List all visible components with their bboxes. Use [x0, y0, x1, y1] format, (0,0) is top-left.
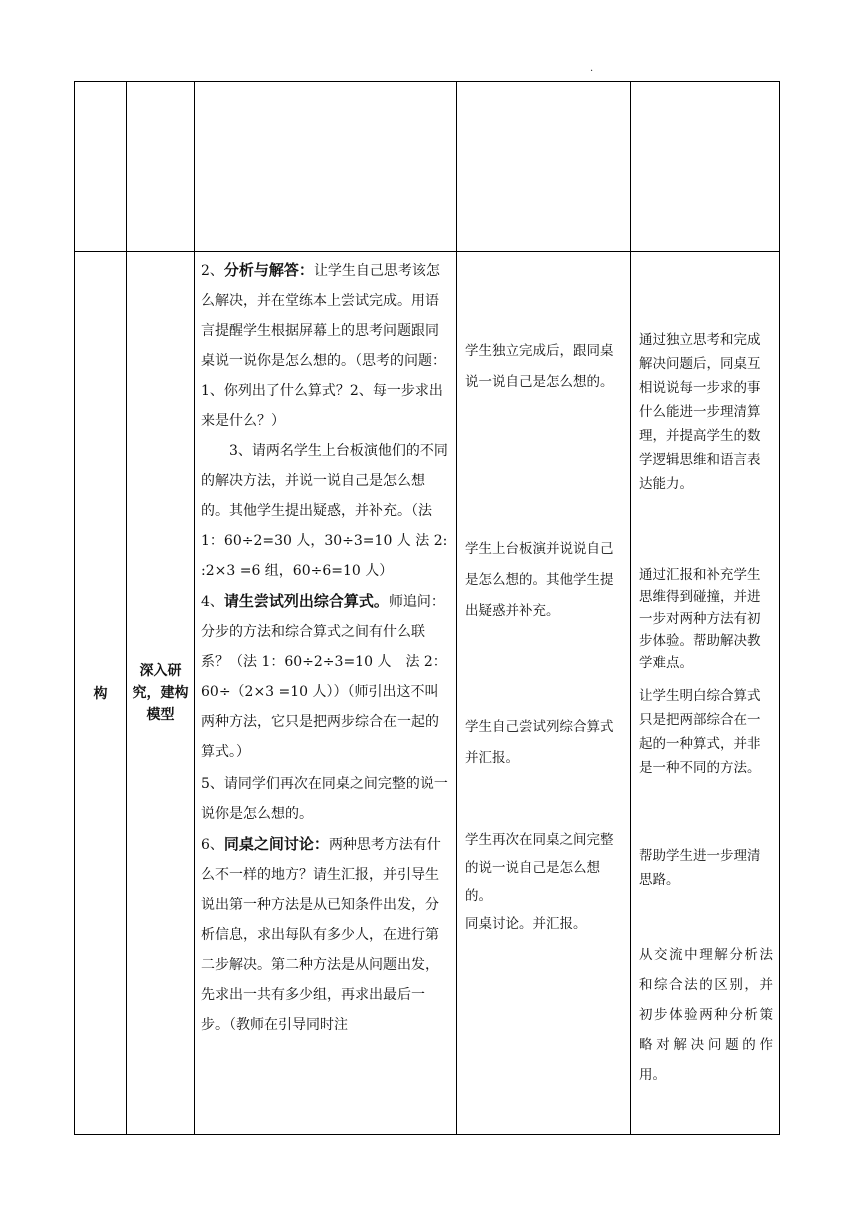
table-cell: [195, 82, 457, 252]
teacher-activity-cell: [195, 252, 457, 1135]
design-intent-item: 通过独立思考和完成解决问题后，同桌互相说说每一步求的事什么能进一步理清算理，并提高学生的数学逻辑思维和语言表达能力。: [639, 332, 761, 492]
stage-cell: 构: [75, 252, 127, 1135]
table-row: [75, 252, 780, 1135]
teacher-step-4: 4、请生尝试列出综合算式。师追问：分步的方法和综合算式之间有什么联系？（法 1：60÷2÷3=10 人 法 2：60÷（2×3 =10 人））（师引出这不叫两种方法，它只是把两步综合在一起的算式。）: [201, 592, 447, 760]
table-row: [75, 82, 780, 252]
table-cell: [75, 82, 127, 252]
teacher-step-3: 3、请两名学生上台板演他们的不同的解决方法，并说一说自己是怎么想的。其他学生提出疑惑，并补充。（法 1：60÷2=30 人，30÷3=10 人 法 2: :2×3 =6 组，60÷6=10 人）: [201, 443, 448, 579]
teacher-step-6: 6、同桌之间讨论：两种思考方法有什么不一样的地方？请生汇报，并引导生说出第一种方法是从已知条件出发，分析信息，求出每队有多少人，在进行第二步解决。第二种方法是从问题出发，先求出一共有多少组，再求出最后一步。（教师在引导同时注: [201, 835, 441, 1033]
design-intent-item: 帮助学生进一步理清思路。: [639, 848, 761, 888]
design-intent-item: 从交流中理解分析法和综合法的区别，并初步体验两种分析策略对解决问题的作用。: [639, 947, 773, 1083]
lesson-plan-table: [74, 81, 780, 1135]
design-intent-cell: [631, 252, 780, 1135]
student-activity-item: 学生自己尝试列综合算式并汇报。: [465, 719, 614, 766]
student-activity-item: 学生独立完成后，跟同桌说一说自己是怎么想的。: [465, 343, 614, 390]
student-activity-cell: [457, 252, 631, 1135]
student-activity-item: 学生上台板演并说说自己是怎么想的。其他学生提出疑惑并补充。: [465, 541, 614, 619]
design-intent-item: 通过汇报和补充学生思维得到碰撞，并进一步对两种方法有初步体验。帮助解决教学难点。: [639, 567, 761, 671]
table-cell: [457, 82, 631, 252]
header-mark: ·: [590, 66, 594, 77]
table-cell: [631, 82, 780, 252]
table-cell: [127, 82, 195, 252]
teacher-step-5: 5、请同学们再次在同桌之间完整的说一说你是怎么想的。: [201, 776, 448, 822]
student-activity-item: 学生再次在同桌之间完整的说一说自己是怎么想的。: [465, 832, 614, 904]
teacher-step-2: 2、分析与解答：让学生自己思考该怎么解决，并在堂练本上尝试完成。用语言提醒学生根据屏幕上的思考问题跟同桌说一说你是怎么想的。（思考的问题：1、你列出了什么算式？2、每一步求出来是什么？）: [201, 261, 446, 429]
design-intent-item: 让学生明白综合算式只是把两部综合在一起的一种算式，并非是一种不同的方法。: [639, 688, 761, 776]
student-activity-item: 同桌讨论。并汇报。: [465, 916, 587, 932]
phase-cell: 深入研究，建构模型: [127, 252, 195, 1135]
